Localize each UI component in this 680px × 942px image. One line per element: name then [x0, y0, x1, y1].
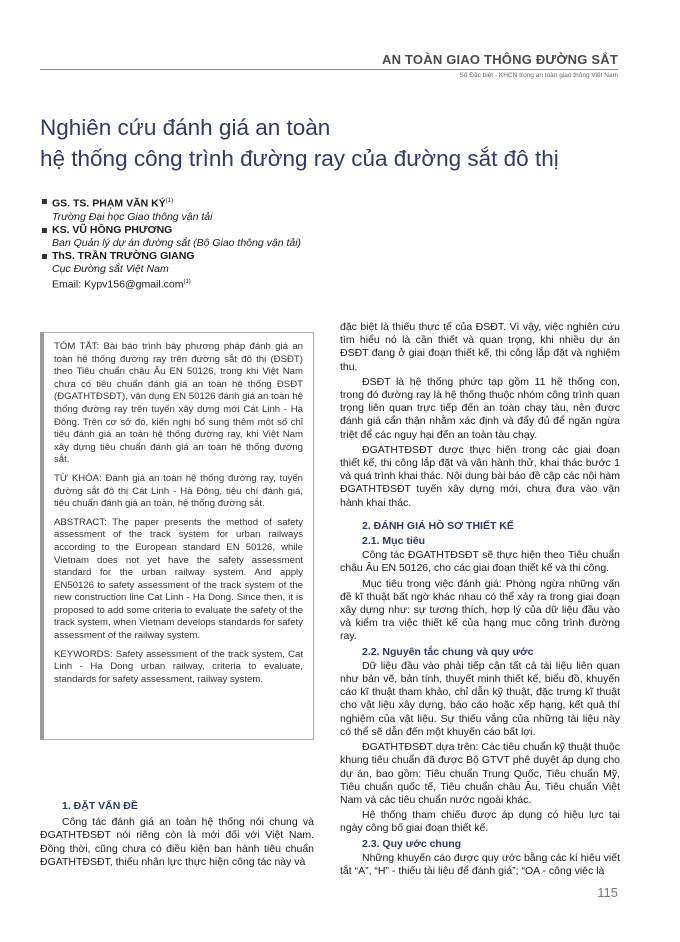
title-line-1: Nghiên cứu đánh giá an toàn	[40, 115, 331, 140]
author-affiliation: Cục Đường sắt Việt Nam	[52, 262, 169, 275]
paragraph: Những khuyến cáo được quy ước bằng các kí hiệu viết tắt “A”, “H” - thiếu tài liệu để đánh giá”; “OA - công việc là	[340, 851, 620, 877]
running-header-title: AN TOÀN GIAO THÔNG ĐƯỜNG SẮT	[382, 52, 618, 67]
paragraph: Công tác đánh giá an toàn hệ thống nói chung và ĐGATHTĐSĐT nói riêng còn là mới đối với Việt Nam. Đồng thời, cũng chưa có điều kiện ban hành tiêu chuẩn ĐGATHTĐSĐT, thiếu nhân lực thực hiện công tác này và	[40, 816, 314, 868]
author-affiliation: Ban Quản lý dự án đường sắt (Bộ Giao thông vận tải)	[52, 236, 302, 249]
title-line-2: hệ thống công trình đường ray của đường sắt đô thị	[40, 146, 559, 171]
subsection-heading: 2.1. Mục tiêu	[362, 535, 426, 548]
section-heading: 1. ĐẶT VẤN ĐỀ	[62, 800, 138, 812]
author-name: ThS. TRẦN TRƯỜNG GIANG	[42, 250, 362, 263]
paragraph: Mục tiêu trong việc đánh giá: Phòng ngừa những vấn đề kĩ thuật bất ngờ khác nhau có thể xảy ra trong giai đoạn xây dựng như: sự tương thích, hợp lý của dữ liệu đầu vào và kiểm tra việc thiết kế của hạng mục công trình đường ray.	[340, 577, 620, 643]
author-name: KS. VŨ HỒNG PHƯƠNG	[42, 224, 362, 237]
subsection-heading: 2.3. Quy ước chung	[362, 837, 462, 850]
paragraph: Công tác ĐGATHTĐSĐT sẽ thực hiện theo Tiêu chuẩn châu Âu EN 50126, cho các giai đoạn thiết kế và thi công.	[340, 549, 620, 575]
section-heading: 2. ĐÁNH GIÁ HỒ SƠ THIẾT KẾ	[362, 519, 514, 532]
article-title	[40, 112, 640, 174]
paragraph: Hệ thống tham chiếu được áp dụng có hiệu lực tại ngày công bố giai đoạn thiết kế.	[340, 809, 620, 835]
paragraph: ĐSĐT là hệ thống phức tạp gồm 11 hệ thống con, trong đó đường ray là hệ thống thuộc nhóm công trình quan trọng liên quan trực tiếp đến an toàn chạy tàu, nên được đánh giá cẩn thận nhằm xác định và đẩy đủ để ngăn ngừa triệt để các nguy hại đến an toàn tàu chạy.	[340, 375, 620, 441]
abstract-box	[40, 332, 314, 740]
subsection-heading: 2.2. Nguyên tắc chung và quy ước	[362, 645, 534, 658]
paragraph: ĐGATHTĐSĐT dựa trên: Các tiêu chuẩn kỹ thuật thuộc khung tiêu chuẩn đã được Bộ GTVT phê duyệt áp dụng cho dự án, bao gồm: Tiêu chuẩn Trung Quốc, Tiêu chuẩn Mỹ, Tiêu chuẩn quốc tế, Tiêu chuẩn châu Âu, Tiêu chuẩn Việt Nam và các tiêu chuẩn nước ngoài khác.	[340, 741, 620, 806]
paragraph: đặc biệt là thiếu thực tế của ĐSĐT. Vì vậy, việc nghiên cứu tìm hiểu nó là cần thiết và quan trọng, khi nhiều dự án ĐSĐT đang ở giai đoạn thiết kế, thi công lắp đặt và nghiệm thu.	[340, 321, 620, 373]
keywords-vi: TỪ KHÓA: Đánh giá an toàn hệ thống đường ray, tuyến đường sắt đô thị Cát Linh - Hà Đông, tiêu chí đánh giá, tiêu chuẩn đánh giá an toàn, hệ thống đường sắt.	[54, 472, 303, 510]
author-list	[42, 195, 362, 291]
section-1	[40, 800, 314, 869]
author-affiliation: Trường Đại học Giao thông vận tải	[52, 210, 213, 223]
right-column	[340, 321, 620, 880]
running-header-subtitle: Số Đặc biệt - KHCN trong an toàn giao thông Việt Nam	[459, 72, 618, 79]
summary-vi: TÓM TẮT: Bài báo trình bày phương pháp đánh giá an toàn hệ thống đường ray trên đường sắt đô thị (ĐSĐT) theo Tiêu chuẩn châu Âu EN 50126, trong khi Việt Nam chưa có tiêu chuẩn đánh giá an toàn hệ thống ĐSĐT (ĐGATHTĐSĐT), vận dụng EN 50126 đánh giá an toàn hệ thống đường ray trên tuyến xây dựng mới Cát Linh - Hà Đông. Trên cơ sở đó, kiến nghị bổ sung thêm một số chỉ tiêu đánh giá an toàn hệ thống đường ray, khi Việt Nam xây dựng tiêu chuẩn đánh giá an toàn hệ thống đường sắt.	[54, 341, 303, 466]
header-rule	[40, 69, 618, 70]
paragraph: ĐGATHTĐSĐT được thực hiện trong các giai đoạn thiết kế, thi công lắp đặt và vận hành thử, khai thác bước 1 và quá trình khai thác. Nội dung bài báo đề cập các nội hàm ĐGATHTĐSĐT tuyến xây dựng mới, chưa đưa vào vận hành khai thác.	[340, 443, 620, 509]
abstract-en: ABSTRACT: The paper presents the method of safety assessment of the track system for urban railways according to the European standard EN 50126, while Vietnam does not yet have the safety assessment standard for the urban railway system. And apply EN50126 to safety assessment of the track system of the new construction line Cat Linh - Ha Dong. Since then, it is proposed to add some criteria to evaluate the safety of the track system, when Vietnam develops standards for safety assessment of the railway system.	[54, 516, 303, 642]
author-name: GS. TS. PHẠM VĂN KÝ$^{(1)}$	[42, 195, 362, 211]
page-number: 115	[597, 885, 618, 900]
paragraph: Dữ liệu đầu vào phải tiếp cận tất cả tài liệu liên quan như bản vẽ, bản tính, thuyết minh thiết kế, biểu đồ, khuyến cáo kĩ thuật tham khảo, chỉ dẫn kỹ thuật, đặc trưng kĩ thuật cho vật liệu xây dựng, báo cáo hoặc xếp hạng, kết quả thí nghiệm của vật liệu. Sự thiếu vắng của những tài liệu này có thể sẽ dẫn đến một khuyến cáo bất lợi.	[340, 659, 620, 738]
keywords-en: KEYWORDS: Safety assessment of the track system, Cat Linh - Ha Dong urban railway, criteria to evaluate, standards for safety assessment, railway system.	[54, 648, 303, 685]
author-email: Email: Kypv156@gmail.com$^{(1)}$	[52, 278, 191, 290]
